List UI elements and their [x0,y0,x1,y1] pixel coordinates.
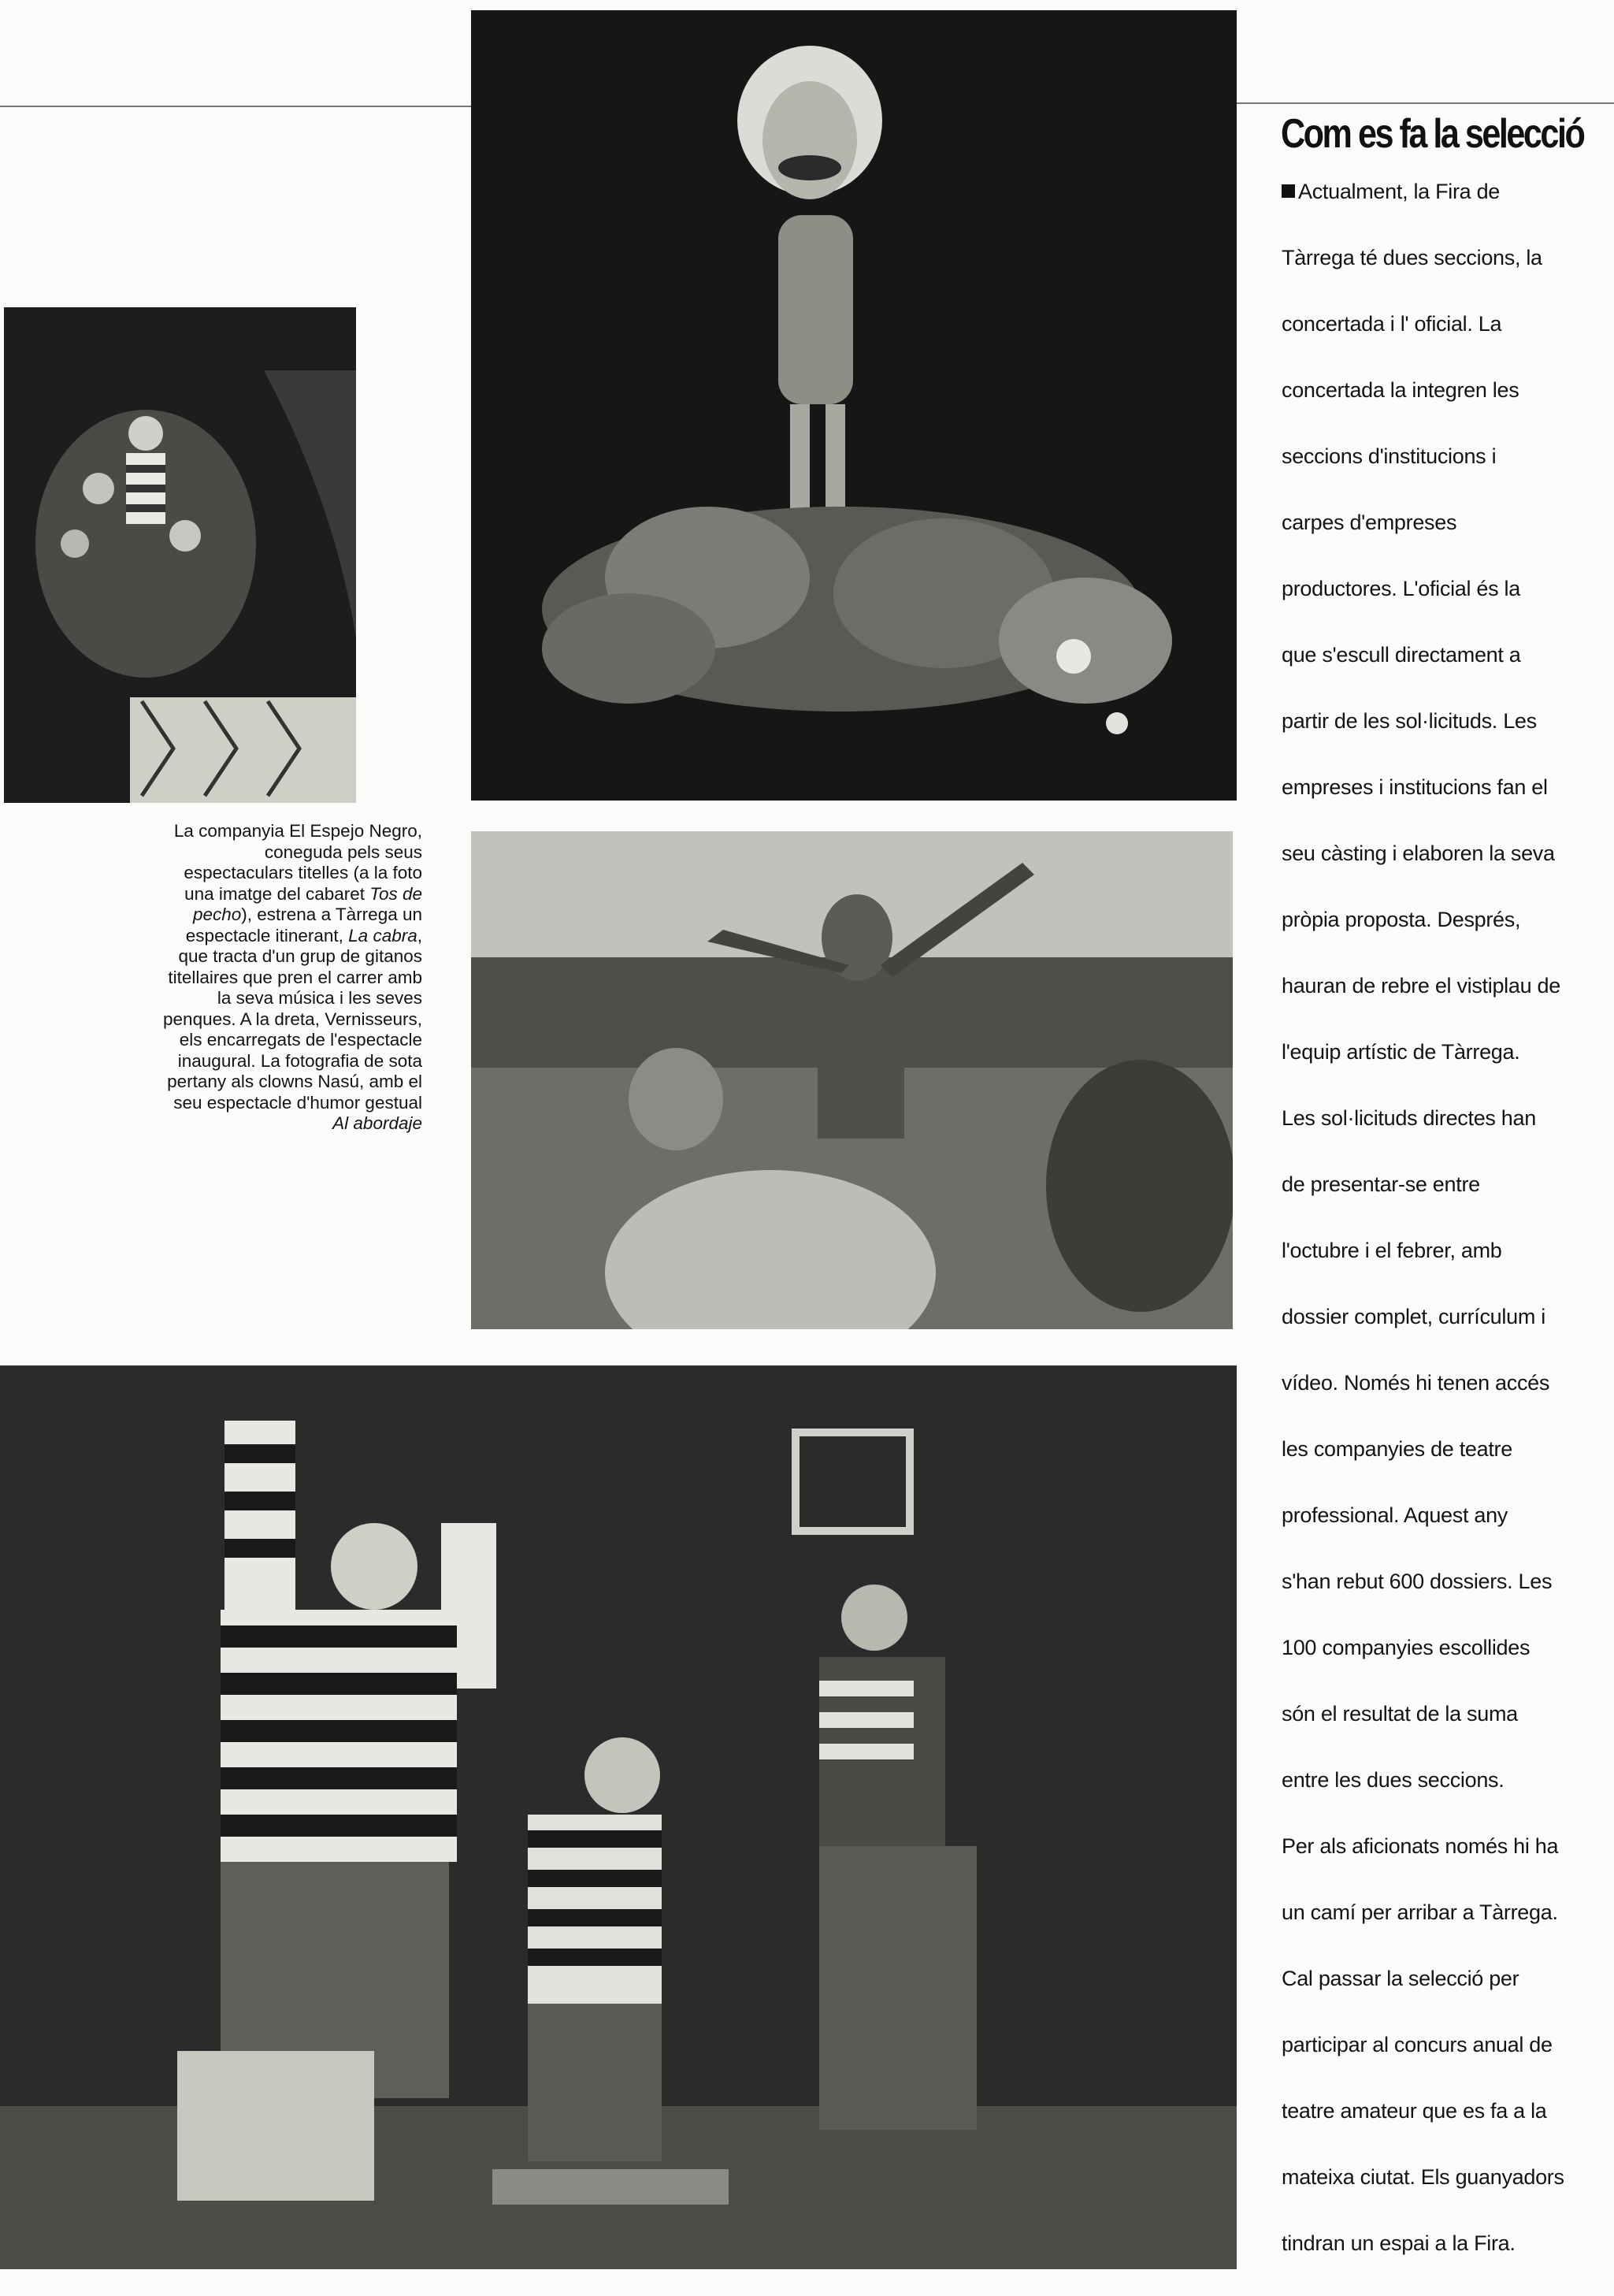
article-line: professional. Aquest any [1282,1503,1508,1527]
photo-clowns [0,1365,1237,2269]
article-line: Per als aficionats només hi ha [1282,1834,1559,1858]
photo-street [471,831,1233,1329]
article-title: Com es fa la selecció [1281,111,1584,157]
article-line: són el resultat de la suma [1282,1702,1518,1726]
article-line: tindran un espai a la Fira. [1282,2231,1516,2255]
article-line: mateixa ciutat. Els guanyadors [1282,2165,1564,2189]
article-line: participar al concurs anual de [1282,2033,1553,2056]
article-line: les companyies de teatre [1282,1437,1512,1461]
article-line: s'han rebut 600 dossiers. Les [1282,1570,1553,1593]
article-line: seccions d'institucions i [1282,444,1497,468]
article-body [1282,178,1611,2296]
article-line: un camí per arribar a Tàrrega. [1282,1900,1558,1924]
article-line: Cal passar la selecció per [1282,1967,1519,1990]
top-rule-left [0,106,471,107]
caption-title-la-cabra: La cabra [348,925,417,946]
article-line: concertada i l' oficial. La [1282,312,1502,336]
caption-text-1: La companyia El Espejo Negro, coneguda pels seus espectaculars titelles (a la foto una imatge del cabaret [173,821,422,904]
article-line [1282,178,1611,244]
article-line: que s'escull directament a [1282,643,1521,667]
article-line: pròpia proposta. Després, [1282,908,1521,931]
article-line: 100 companyies escollides [1282,1636,1531,1659]
article-line: productores. L'oficial és la [1282,577,1520,600]
bullet-square-icon [1282,184,1295,198]
article-line: dossier complet, currículum i [1282,1305,1545,1328]
caption-text-2: ), estrena a Tàrrega un espectacle itinerant, [185,905,422,946]
article-line: empreses i institucions fan el [1282,775,1548,799]
top-rule-right [1237,102,1614,104]
article-line: seu càsting i elaboren la seva [1282,841,1555,865]
photo-puppets [471,10,1237,801]
article-line: carpes d'empreses [1282,511,1457,534]
photo-acrobats [4,307,356,803]
photo-caption [158,821,422,1135]
caption-title-al-abordaje: Al abordaje [332,1113,422,1133]
article-line: entre les dues seccions. [1282,1768,1505,1792]
article-line: l'equip artístic de Tàrrega. [1282,1040,1520,1064]
article-line: de presentar-se entre [1282,1172,1480,1196]
article-line: Tàrrega té dues seccions, la [1282,246,1542,269]
article-line: teatre amateur que es fa a la [1282,2099,1547,2123]
article-line-text: Actualment, la Fira de [1298,180,1501,203]
article-line: concertada la integren les [1282,378,1519,402]
caption-text-3: , que tracta d'un grup de gitanos titellaires que pren el carrer amb la seva música i les seves penques. A la dreta, Vernisseurs, els encarregats de l'espectacle inaugural. La fotografia de sota pertany als clowns Nasú, amb el seu espectacle d'humor gestual [163,925,422,1113]
article-line: hauran de rebre el vistiplau de [1282,974,1560,998]
article-line: l'octubre i el febrer, amb [1282,1239,1502,1262]
article-line: Les sol·licituds directes han [1282,1106,1536,1130]
article-line: partir de les sol·licituds. Les [1282,709,1537,733]
article-line: vídeo. Només hi tenen accés [1282,1371,1550,1395]
caption-title-tos-de-pecho: Tos de pecho [192,883,422,924]
